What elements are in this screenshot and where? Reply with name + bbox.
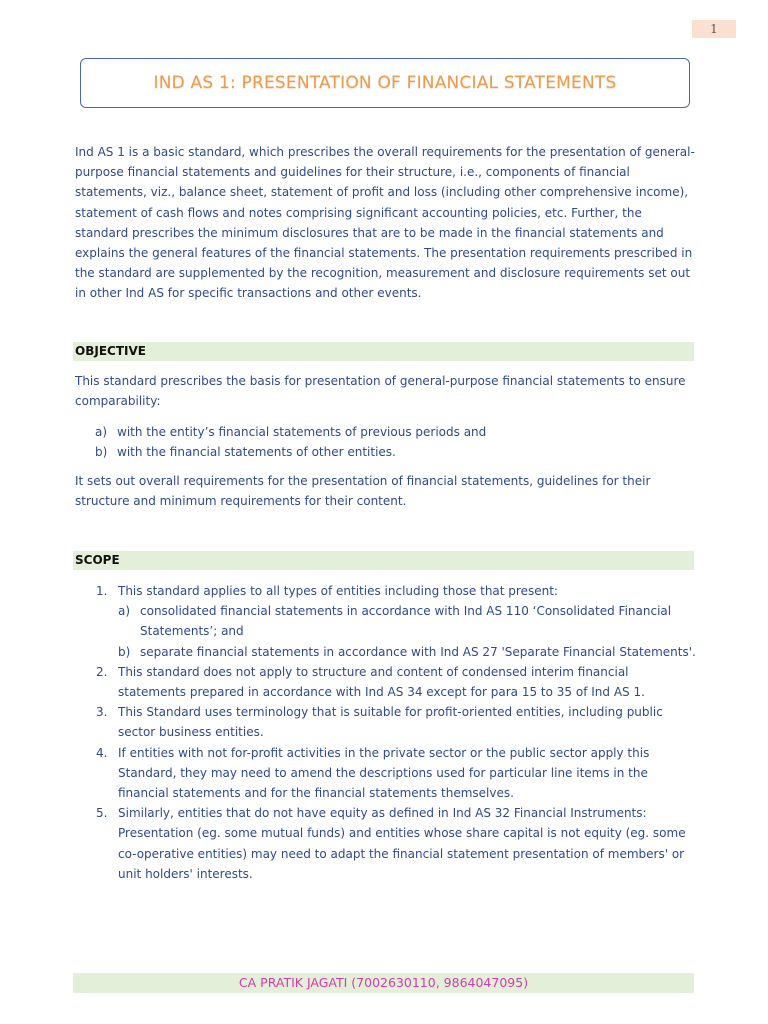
list-item xyxy=(96,662,696,702)
list-marker: b) xyxy=(118,644,131,659)
list-item-text: This standard does not apply to structure and content of condensed interim financial statements prepared in accordance with Ind AS 34 except for para 15 to 35 of Ind AS 1. xyxy=(118,664,645,700)
list-item xyxy=(96,803,696,884)
list-item-text: with the financial statements of other entities. xyxy=(117,445,396,460)
list-marker: a) xyxy=(95,425,108,439)
list-number: 1. xyxy=(96,584,108,598)
list-item-text: If entities with not for-profit activities in the private sector or the public sector apply this Standard, they may need to amend the descriptions used for particular line items in the financial statements and for the financial statements themselves. xyxy=(118,745,650,801)
page-title: IND AS 1: PRESENTATION OF FINANCIAL STATEMENTS xyxy=(153,73,617,93)
scope-heading: SCOPE xyxy=(73,551,694,570)
list-item-text: This standard applies to all types of entities including those that present: xyxy=(118,584,558,598)
sub-list-item xyxy=(118,642,696,662)
scope-list xyxy=(96,581,696,884)
list-number: 2. xyxy=(96,664,108,679)
list-item-text: Similarly, entities that do not have equity as defined in Ind AS 32 Financial Instruments: Presentation (eg. some mutual funds) and entities whose share capital is not equity (eg. some co-operative entities) may need to adapt the financial statement presentation of members' or unit holders' interests. xyxy=(118,806,686,881)
objective-list xyxy=(95,422,695,462)
list-number: 4. xyxy=(96,745,108,760)
objective-heading: OBJECTIVE xyxy=(73,342,694,361)
title-box xyxy=(80,58,690,108)
intro-paragraph: Ind AS 1 is a basic standard, which prescribes the overall requirements for the presentation of general-purpose financial statements and guidelines for their structure, i.e., components of financial statements, viz., balance sheet, statement of profit and loss (including other comprehensive income), statement of cash flows and notes comprising significant accounting policies, etc. Further, the standard prescribes the minimum disclosures that are to be made in the financial statements and explains the general features of the financial statements. The presentation requirements prescribed in the standard are supplemented by the recognition, measurement and disclosure requirements set out in other Ind AS for specific transactions and other events. xyxy=(75,145,695,301)
list-item xyxy=(96,702,696,742)
footer-author: CA PRATIK JAGATI (7002630110, 9864047095) xyxy=(73,973,694,993)
list-item-text: This Standard uses terminology that is suitable for profit-oriented entities, including public sector business entities. xyxy=(118,705,663,740)
page-number: 1 xyxy=(692,20,736,38)
objective-paragraph: This standard prescribes the basis for presentation of general-purpose financial statements to ensure comparability: xyxy=(75,374,686,409)
list-item xyxy=(95,442,695,462)
list-item xyxy=(96,743,696,804)
list-item xyxy=(96,581,696,662)
list-marker: b) xyxy=(95,445,108,460)
list-item-text: with the entity’s financial statements of previous periods and xyxy=(117,425,487,439)
objective-paragraph-2: It sets out overall requirements for the presentation of financial statements, guidelines for their structure and minimum requirements for their content. xyxy=(75,474,651,509)
scope-sub-list xyxy=(118,601,696,662)
sub-list-item xyxy=(118,601,696,641)
list-number: 5. xyxy=(96,806,108,821)
list-item-text: separate financial statements in accordance with Ind AS 27 'Separate Financial Statements'. xyxy=(140,644,696,659)
list-item-text: consolidated financial statements in accordance with Ind AS 110 ‘Consolidated Financial Statements’; and xyxy=(140,604,672,639)
list-item xyxy=(95,422,695,442)
list-marker: a) xyxy=(118,604,131,619)
list-number: 3. xyxy=(96,705,108,720)
